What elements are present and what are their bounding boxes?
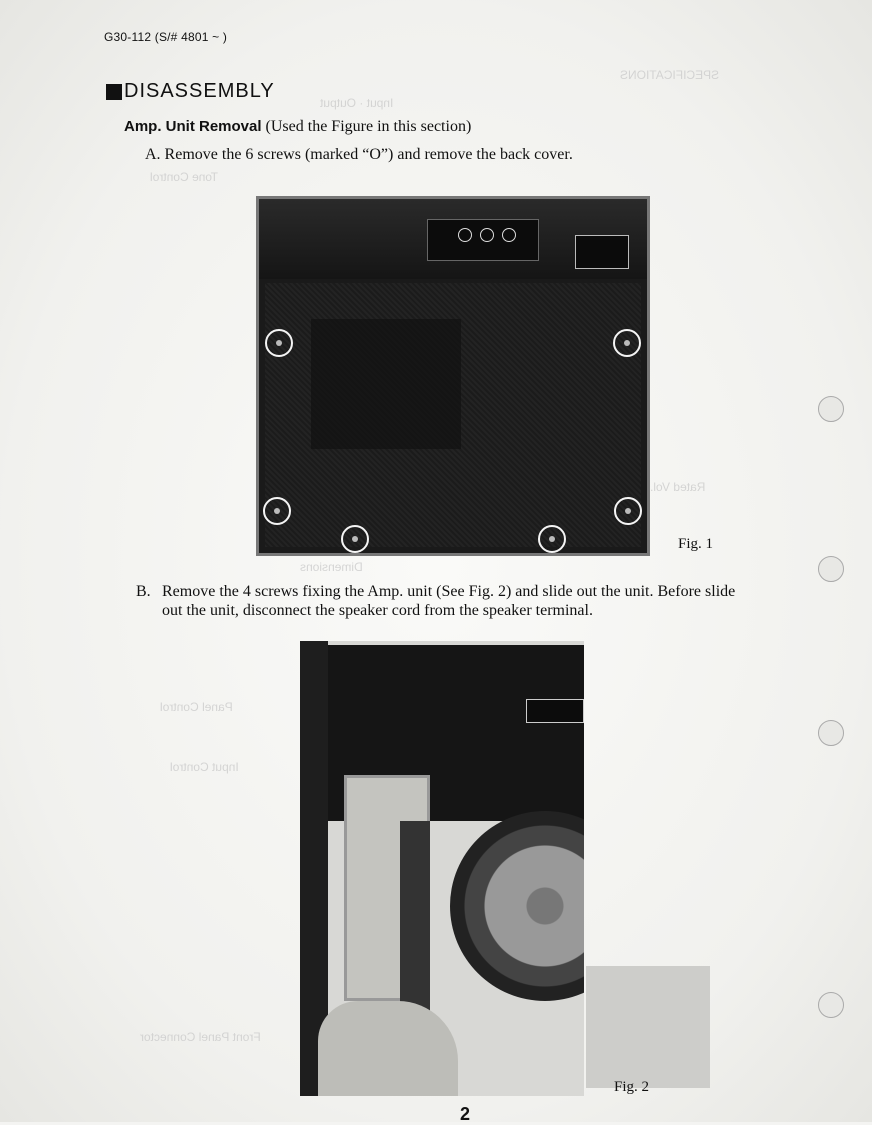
section-title: DISASSEMBLY xyxy=(124,80,275,102)
binder-hole xyxy=(818,396,844,422)
screw-marker-icon xyxy=(538,525,566,553)
speaker-icon xyxy=(450,811,584,1001)
screw-marker-icon xyxy=(613,329,641,357)
gray-tone-patch xyxy=(586,966,710,1088)
step-b-letter: B. xyxy=(136,583,151,600)
binder-hole xyxy=(818,992,844,1018)
jack-icon xyxy=(458,228,472,242)
subsection-note: (Used the Figure in this section) xyxy=(265,118,472,135)
bleed-through-text: Input · Output xyxy=(320,96,394,110)
figure-2-caption: Fig. 2 xyxy=(614,1079,650,1095)
subsection-title: Amp. Unit Removal xyxy=(124,118,262,135)
amp-unit-rail xyxy=(400,821,430,1021)
screw-marker-icon xyxy=(263,497,291,525)
step-b-line-2: out the unit, disconnect the speaker cord from the speaker terminal. xyxy=(162,602,593,619)
jack-panel xyxy=(427,219,539,261)
rating-label-plate xyxy=(575,235,629,269)
figure-2-photo xyxy=(300,641,584,1096)
heading-square-bullet xyxy=(106,84,122,100)
page-number: 2 xyxy=(460,1104,471,1124)
step-b-text xyxy=(136,582,786,620)
vent-area xyxy=(311,319,461,449)
document-code: G30-112 (S/# 4801 ~ ) xyxy=(104,30,228,44)
figure-1-photo xyxy=(256,196,650,556)
jack-icon xyxy=(480,228,494,242)
subsection-heading xyxy=(124,118,471,136)
screw-marker-icon xyxy=(614,497,642,525)
bleed-through-text: Input Control xyxy=(170,760,239,774)
step-a-text: A. Remove the 6 screws (marked “O”) and remove the back cover. xyxy=(145,146,573,163)
section-heading xyxy=(106,80,275,103)
bleed-through-text: Panel Control xyxy=(160,700,233,714)
screw-marker-icon xyxy=(265,329,293,357)
jack-icon xyxy=(502,228,516,242)
step-b-line-1: Remove the 4 screws fixing the Amp. unit (See Fig. 2) and slide out the unit. Before slide xyxy=(162,583,736,600)
screw-marker-icon xyxy=(341,525,369,553)
figure-1-caption: Fig. 1 xyxy=(678,536,714,552)
bleed-through-text: Dimensions xyxy=(300,560,363,574)
binder-hole xyxy=(818,720,844,746)
bleed-through-text: Rated Vol. xyxy=(650,480,706,494)
binder-hole xyxy=(818,556,844,582)
caution-label xyxy=(526,699,584,723)
bleed-through-text: SPECIFICATIONS xyxy=(620,68,720,82)
bleed-through-text: Front Panel Connector xyxy=(140,1030,261,1044)
hand-holding-screwdriver xyxy=(318,1001,458,1096)
bleed-through-text: Tone Control xyxy=(150,170,219,184)
